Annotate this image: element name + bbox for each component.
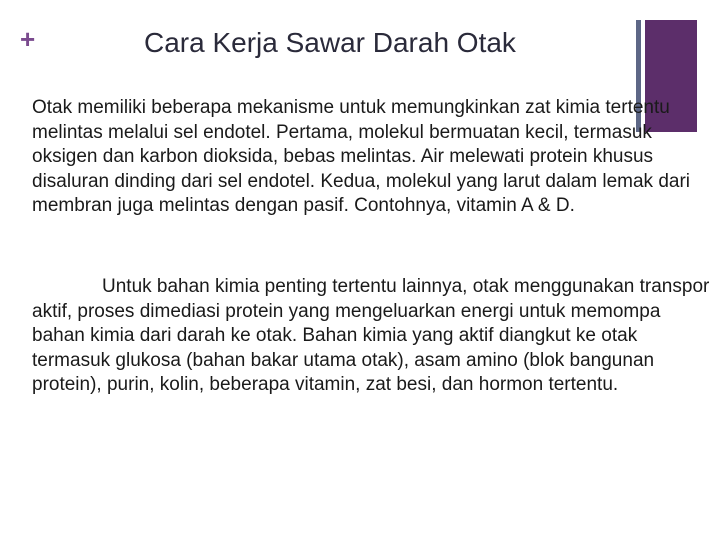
paragraph-2: Untuk bahan kimia penting tertentu lainnya, otak menggunakan transpor aktif, proses dimediasi protein yang mengeluarkan energi untuk memompa bahan kimia dari darah ke otak. Bahan kimia yang aktif diangkut ke otak termasuk glukosa (bahan bakar utama otak), asam amino (blok bangunan protein), purin, kolin, beberapa vitamin, zat besi, dan hormon tertentu. [32,276,710,395]
plus-icon: + [20,24,36,54]
paragraph-1: Otak memiliki beberapa mekanisme untuk memungkinkan zat kimia tertentu melintas melalui sel endotel. Pertama, molekul bermuatan kecil, termasuk oksigen dan karbon dioksida, bebas melintas. Air melewati protein khusus disaluran dinding dari sel endotel. Kedua, molekul yang larut dalam lemak dari membran juga melintas dengan pasif. Contohnya, vitamin A & D. [32,97,690,216]
slide-title: Cara Kerja Sawar Darah Otak [144,27,516,58]
